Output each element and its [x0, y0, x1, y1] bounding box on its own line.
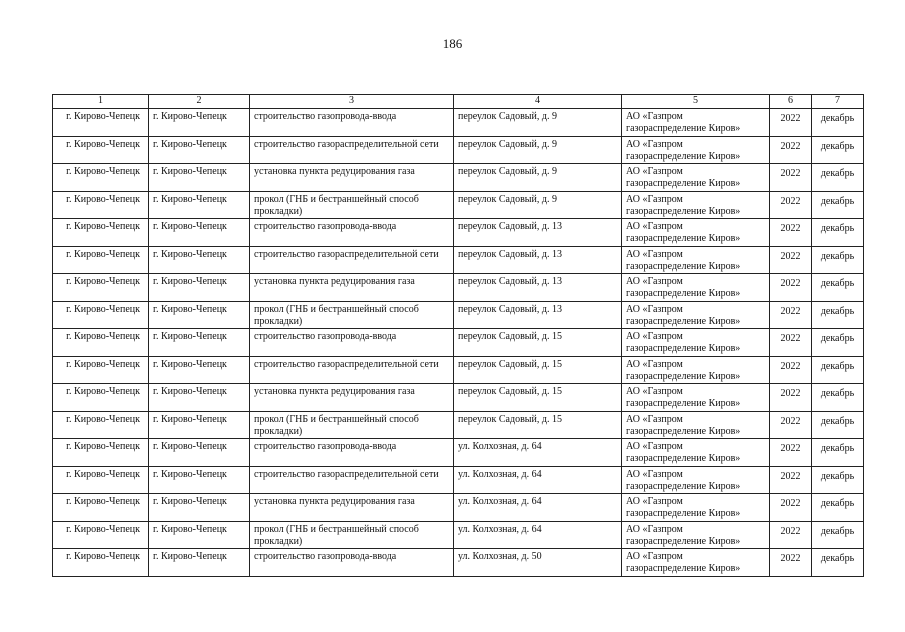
table-row	[53, 109, 864, 137]
municipality-cell: г. Кирово-Чепецк	[53, 439, 149, 467]
organization-cell: АО «Газпром газораспределение Киров»	[622, 109, 770, 137]
month-cell: декабрь	[812, 521, 864, 549]
organization-cell: АО «Газпром газораспределение Киров»	[622, 466, 770, 494]
work-type-cell: строительство газопровода-ввода	[250, 329, 454, 357]
municipality-cell: г. Кирово-Чепецк	[53, 136, 149, 164]
month-cell: декабрь	[812, 411, 864, 439]
month-cell: декабрь	[812, 356, 864, 384]
address-cell: переулок Садовый, д. 13	[454, 219, 622, 247]
year-cell: 2022	[770, 521, 812, 549]
column-header: 2	[149, 95, 250, 109]
address-cell: ул. Колхозная, д. 64	[454, 494, 622, 522]
municipality-cell: г. Кирово-Чепецк	[53, 246, 149, 274]
table-row	[53, 329, 864, 357]
column-header: 5	[622, 95, 770, 109]
organization-cell: АО «Газпром газораспределение Киров»	[622, 411, 770, 439]
table-row	[53, 384, 864, 412]
work-type-cell: прокол (ГНБ и бестраншейный способ прокладки)	[250, 191, 454, 219]
municipality-cell: г. Кирово-Чепецк	[53, 411, 149, 439]
address-cell: переулок Садовый, д. 13	[454, 274, 622, 302]
settlement-cell: г. Кирово-Чепецк	[149, 191, 250, 219]
settlement-cell: г. Кирово-Чепецк	[149, 164, 250, 192]
work-type-cell: установка пункта редуцирования газа	[250, 274, 454, 302]
year-cell: 2022	[770, 439, 812, 467]
year-cell: 2022	[770, 164, 812, 192]
municipality-cell: г. Кирово-Чепецк	[53, 521, 149, 549]
municipality-cell: г. Кирово-Чепецк	[53, 219, 149, 247]
address-cell: ул. Колхозная, д. 50	[454, 549, 622, 577]
gas-works-table	[52, 94, 864, 577]
column-header: 4	[454, 95, 622, 109]
work-type-cell: прокол (ГНБ и бестраншейный способ прокладки)	[250, 301, 454, 329]
municipality-cell: г. Кирово-Чепецк	[53, 301, 149, 329]
column-header: 6	[770, 95, 812, 109]
work-type-cell: строительство газораспределительной сети	[250, 136, 454, 164]
year-cell: 2022	[770, 136, 812, 164]
organization-cell: АО «Газпром газораспределение Киров»	[622, 549, 770, 577]
organization-cell: АО «Газпром газораспределение Киров»	[622, 384, 770, 412]
address-cell: переулок Садовый, д. 15	[454, 411, 622, 439]
settlement-cell: г. Кирово-Чепецк	[149, 411, 250, 439]
month-cell: декабрь	[812, 329, 864, 357]
address-cell: ул. Колхозная, д. 64	[454, 466, 622, 494]
work-type-cell: установка пункта редуцирования газа	[250, 494, 454, 522]
table-row	[53, 466, 864, 494]
month-cell: декабрь	[812, 466, 864, 494]
organization-cell: АО «Газпром газораспределение Киров»	[622, 246, 770, 274]
table-row	[53, 219, 864, 247]
table-row	[53, 549, 864, 577]
year-cell: 2022	[770, 466, 812, 494]
table-row	[53, 494, 864, 522]
year-cell: 2022	[770, 219, 812, 247]
municipality-cell: г. Кирово-Чепецк	[53, 466, 149, 494]
work-type-cell: строительство газопровода-ввода	[250, 219, 454, 247]
settlement-cell: г. Кирово-Чепецк	[149, 356, 250, 384]
organization-cell: АО «Газпром газораспределение Киров»	[622, 356, 770, 384]
month-cell: декабрь	[812, 439, 864, 467]
settlement-cell: г. Кирово-Чепецк	[149, 329, 250, 357]
settlement-cell: г. Кирово-Чепецк	[149, 246, 250, 274]
municipality-cell: г. Кирово-Чепецк	[53, 356, 149, 384]
work-type-cell: установка пункта редуцирования газа	[250, 384, 454, 412]
address-cell: переулок Садовый, д. 9	[454, 191, 622, 219]
municipality-cell: г. Кирово-Чепецк	[53, 384, 149, 412]
page-number: 186	[442, 36, 463, 51]
month-cell: декабрь	[812, 219, 864, 247]
organization-cell: АО «Газпром газораспределение Киров»	[622, 329, 770, 357]
month-cell: декабрь	[812, 191, 864, 219]
address-cell: переулок Садовый, д. 15	[454, 356, 622, 384]
organization-cell: АО «Газпром газораспределение Киров»	[622, 521, 770, 549]
table-row	[53, 356, 864, 384]
municipality-cell: г. Кирово-Чепецк	[53, 164, 149, 192]
year-cell: 2022	[770, 274, 812, 302]
settlement-cell: г. Кирово-Чепецк	[149, 109, 250, 137]
organization-cell: АО «Газпром газораспределение Киров»	[622, 191, 770, 219]
year-cell: 2022	[770, 109, 812, 137]
year-cell: 2022	[770, 494, 812, 522]
work-type-cell: строительство газопровода-ввода	[250, 549, 454, 577]
organization-cell: АО «Газпром газораспределение Киров»	[622, 439, 770, 467]
organization-cell: АО «Газпром газораспределение Киров»	[622, 274, 770, 302]
settlement-cell: г. Кирово-Чепецк	[149, 301, 250, 329]
year-cell: 2022	[770, 329, 812, 357]
municipality-cell: г. Кирово-Чепецк	[53, 191, 149, 219]
table-row	[53, 246, 864, 274]
month-cell: декабрь	[812, 136, 864, 164]
municipality-cell: г. Кирово-Чепецк	[53, 549, 149, 577]
work-type-cell: строительство газораспределительной сети	[250, 466, 454, 494]
column-header: 7	[812, 95, 864, 109]
table-header-row	[53, 95, 864, 109]
settlement-cell: г. Кирово-Чепецк	[149, 274, 250, 302]
table-row	[53, 191, 864, 219]
year-cell: 2022	[770, 356, 812, 384]
year-cell: 2022	[770, 191, 812, 219]
year-cell: 2022	[770, 301, 812, 329]
organization-cell: АО «Газпром газораспределение Киров»	[622, 136, 770, 164]
settlement-cell: г. Кирово-Чепецк	[149, 494, 250, 522]
address-cell: ул. Колхозная, д. 64	[454, 439, 622, 467]
organization-cell: АО «Газпром газораспределение Киров»	[622, 301, 770, 329]
table-row	[53, 439, 864, 467]
address-cell: ул. Колхозная, д. 64	[454, 521, 622, 549]
municipality-cell: г. Кирово-Чепецк	[53, 329, 149, 357]
month-cell: декабрь	[812, 246, 864, 274]
column-header: 1	[53, 95, 149, 109]
address-cell: переулок Садовый, д. 9	[454, 164, 622, 192]
table-row	[53, 164, 864, 192]
month-cell: декабрь	[812, 494, 864, 522]
work-type-cell: прокол (ГНБ и бестраншейный способ прокладки)	[250, 521, 454, 549]
municipality-cell: г. Кирово-Чепецк	[53, 109, 149, 137]
address-cell: переулок Садовый, д. 15	[454, 384, 622, 412]
settlement-cell: г. Кирово-Чепецк	[149, 466, 250, 494]
year-cell: 2022	[770, 384, 812, 412]
year-cell: 2022	[770, 411, 812, 439]
municipality-cell: г. Кирово-Чепецк	[53, 274, 149, 302]
work-type-cell: установка пункта редуцирования газа	[250, 164, 454, 192]
settlement-cell: г. Кирово-Чепецк	[149, 136, 250, 164]
address-cell: переулок Садовый, д. 9	[454, 136, 622, 164]
month-cell: декабрь	[812, 164, 864, 192]
table-row	[53, 521, 864, 549]
table-row	[53, 274, 864, 302]
settlement-cell: г. Кирово-Чепецк	[149, 439, 250, 467]
month-cell: декабрь	[812, 109, 864, 137]
organization-cell: АО «Газпром газораспределение Киров»	[622, 164, 770, 192]
work-type-cell: строительство газопровода-ввода	[250, 109, 454, 137]
month-cell: декабрь	[812, 384, 864, 412]
settlement-cell: г. Кирово-Чепецк	[149, 219, 250, 247]
column-header: 3	[250, 95, 454, 109]
table-row	[53, 136, 864, 164]
settlement-cell: г. Кирово-Чепецк	[149, 549, 250, 577]
month-cell: декабрь	[812, 274, 864, 302]
organization-cell: АО «Газпром газораспределение Киров»	[622, 219, 770, 247]
table-row	[53, 411, 864, 439]
organization-cell: АО «Газпром газораспределение Киров»	[622, 494, 770, 522]
work-type-cell: строительство газораспределительной сети	[250, 356, 454, 384]
year-cell: 2022	[770, 549, 812, 577]
month-cell: декабрь	[812, 301, 864, 329]
table-row	[53, 301, 864, 329]
address-cell: переулок Садовый, д. 9	[454, 109, 622, 137]
address-cell: переулок Садовый, д. 15	[454, 329, 622, 357]
work-type-cell: строительство газораспределительной сети	[250, 246, 454, 274]
settlement-cell: г. Кирово-Чепецк	[149, 384, 250, 412]
address-cell: переулок Садовый, д. 13	[454, 246, 622, 274]
address-cell: переулок Садовый, д. 13	[454, 301, 622, 329]
municipality-cell: г. Кирово-Чепецк	[53, 494, 149, 522]
work-type-cell: прокол (ГНБ и бестраншейный способ прокладки)	[250, 411, 454, 439]
work-type-cell: строительство газопровода-ввода	[250, 439, 454, 467]
month-cell: декабрь	[812, 549, 864, 577]
year-cell: 2022	[770, 246, 812, 274]
settlement-cell: г. Кирово-Чепецк	[149, 521, 250, 549]
